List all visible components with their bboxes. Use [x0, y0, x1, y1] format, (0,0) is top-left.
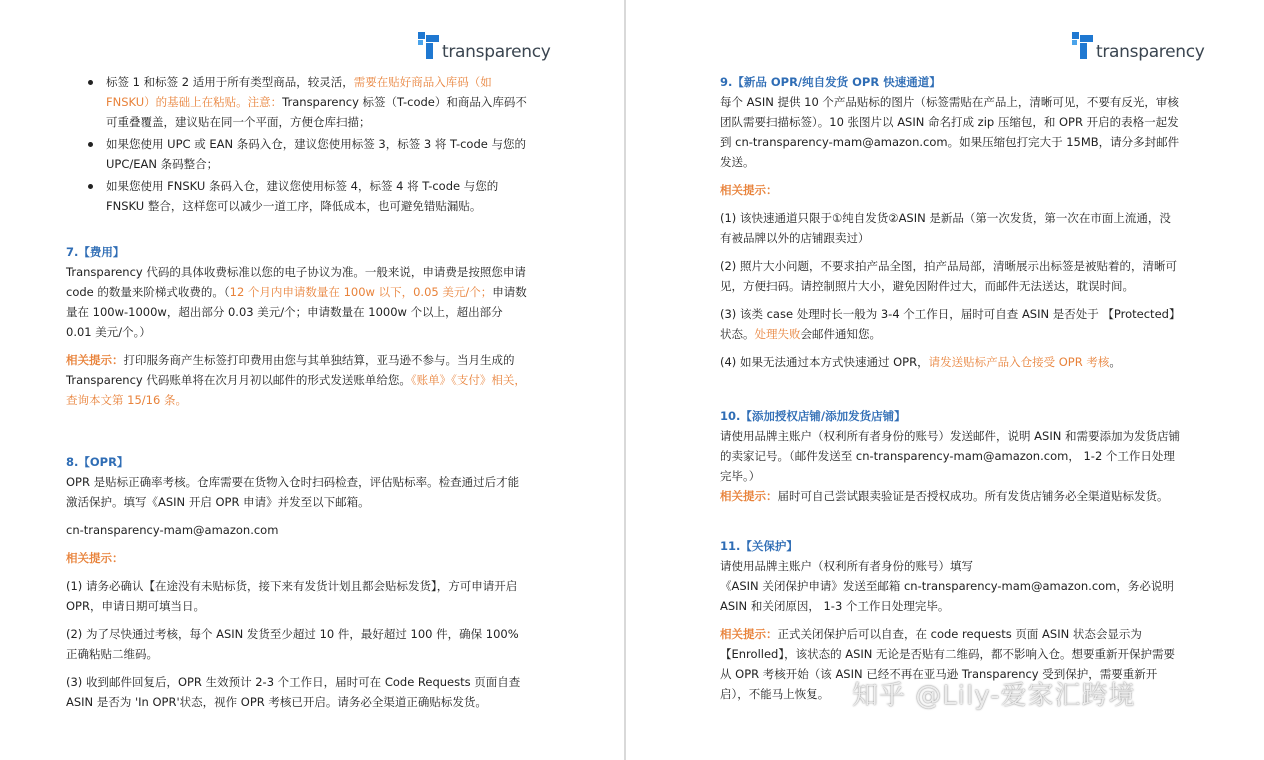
fast-track-paragraph: 每个 ASIN 提供 10 个产品贴标的图片（标签需贴在产品上，清晰可见，不要有反光，审核团队需要扫描标签）。10 张图片以 ASIN 命名打成 zip 压缩包，和 OPR 开启的表格一起发到 cn-transparency-mam@amazon.com。如果压缩包打完大于 15MB，请分多封邮件发送。 — [720, 95, 1180, 169]
section-heading-add-store: 10.【添加授权店铺/添加发货店铺】 — [720, 409, 906, 423]
label-usage-list — [66, 72, 530, 216]
opr-note-3: (3) 收到邮件回复后，OPR 生效预计 2-3 个工作日，届时可在 Code Requests 页面自查 ASIN 是否为 'In OPR'状态，视作 OPR 考核已开启。请务必全渠道正确贴标发货。 — [66, 675, 521, 709]
list-item: 如果您使用 FNSKU 条码入仓，建议您使用标签 4，标签 4 将 T-code 与您的 FNSKU 整合，这样您可以减少一道工序，降低成本，也可避免错贴漏贴。 — [66, 176, 530, 216]
list-item: 如果您使用 UPC 或 EAN 条码入仓，建议您使用标签 3，标签 3 将 T-code 与您的 UPC/EAN 条码整合； — [66, 134, 530, 174]
add-store-paragraph: 请使用品牌主账户（权利所有者身份的账号）发送邮件，说明 ASIN 和需要添加为发货店铺的卖家记号。（邮件发送至 cn-transparency-mam@amazon.com， 1-2 个工作日处理完毕。） — [720, 429, 1180, 483]
transparency-logo — [1072, 32, 1205, 62]
close-protection-hint: 相关提示：正式关闭保护后可以自查，在 code requests 页面 ASIN 状态会显示为【Enrolled】，该状态的 ASIN 无论是否贴有二维码，都不影响入仓。想要重新开保护需要从 OPR 考核开始（该 ASIN 已经不再在亚马逊 Transparency 受到保护，需要重新开启），不能马上恢复。 — [720, 627, 1176, 701]
transparency-logo — [418, 32, 551, 62]
add-store-hint: 相关提示：届时可自己尝试跟卖验证是否授权成功。所有发货店铺务必全渠道贴标发货。 — [720, 489, 1169, 503]
opr-hint-label: 相关提示： — [66, 551, 124, 565]
section-heading-close-protection: 11.【关保护】 — [720, 539, 798, 553]
section-heading-fast-track: 9.【新品 OPR/纯自发货 OPR 快速通道】 — [720, 75, 941, 89]
fees-paragraph: Transparency 代码的具体收费标准以您的电子协议为准。一般来说，申请费是按照您申请 code 的数量来阶梯式收费的。（12 个月内申请数量在 100w 以下，0.05 美元/个；申请数量在 100w-1000w，超出部分 0.03 美元/个；申请数量在 1000w 个以上，超出部分 0.01 美元/个。） — [66, 265, 527, 339]
right-content — [720, 72, 1182, 711]
transparency-logo-icon — [418, 32, 444, 62]
opr-paragraph: OPR 是贴标正确率考核。仓库需要在货物入仓时扫码检查，评估贴标率。检查通过后才能激活保护。填写《ASIN 开启 OPR 申请》并发至以下邮箱。 — [66, 475, 520, 509]
left-content — [66, 72, 530, 712]
section-heading-opr: 8.【OPR】 — [66, 455, 129, 469]
fast-track-note-4: (4) 如果无法通过本方式快速通过 OPR，请发送贴标产品入仓接受 OPR 考核。 — [720, 355, 1121, 369]
logo-wordmark: transparency — [1096, 42, 1205, 62]
close-protection-line-2: 《ASIN 关闭保护申请》发送至邮箱 cn-transparency-mam@amazon.com，务必说明 ASIN 和关闭原因， 1-3 个工作日处理完毕。 — [720, 579, 1174, 613]
left-page — [0, 0, 624, 760]
section-heading-fees: 7.【费用】 — [66, 245, 125, 259]
fast-track-note-2: (2) 照片大小问题，不要求拍产品全图，拍产品局部，清晰展示出标签是被贴着的，清晰可见，方便扫码。请控制照片大小，避免因附件过大，而邮件无法送达，耽误时间。 — [720, 259, 1177, 293]
fast-track-hint-label: 相关提示： — [720, 183, 778, 197]
close-protection-line-1: 请使用品牌主账户（权利所有者身份的账号）填写 — [720, 559, 973, 573]
zhihu-watermark: 知乎 @Lily-爱家汇跨境 — [852, 681, 1136, 711]
right-page — [626, 0, 1264, 760]
transparency-logo-icon — [1072, 32, 1098, 62]
opr-note-1: (1) 请务必确认【在途没有未贴标货，接下来有发货计划且都会贴标发货】，方可申请开启 OPR，申请日期可填当日。 — [66, 579, 518, 613]
fast-track-note-3: (3) 该类 case 处理时长一般为 3-4 个工作日，届时可自查 ASIN 是否处于 【Protected】状态。处理失败会邮件通知您。 — [720, 307, 1181, 341]
opr-email: cn-transparency-mam@amazon.com — [66, 523, 279, 537]
opr-note-2: (2) 为了尽快通过考核，每个 ASIN 发货至少超过 10 件，最好超过 100 件，确保 100%正确粘贴二维码。 — [66, 627, 519, 661]
fees-hint: 相关提示：打印服务商产生标签打印费用由您与其单独结算，亚马逊不参与。当月生成的 Transparency 代码账单将在次月月初以邮件的形式发送账单给您。《账单》《支付》相关，查询本文第 15/16 条。 — [66, 353, 526, 407]
fast-track-note-1: (1) 该快速通道只限于①纯自发货②ASIN 是新品（第一次发货，第一次在市面上流通，没有被品牌以外的店铺跟卖过） — [720, 211, 1171, 245]
logo-wordmark: transparency — [442, 42, 551, 62]
list-item: 标签 1 和标签 2 适用于所有类型商品，较灵活，需要在贴好商品入库码（如 FNSKU）的基础上在粘贴。注意：Transparency 标签（T-code）和商品入库码不可重叠覆盖，建议贴在同一个平面，方便仓库扫描； — [66, 72, 530, 132]
